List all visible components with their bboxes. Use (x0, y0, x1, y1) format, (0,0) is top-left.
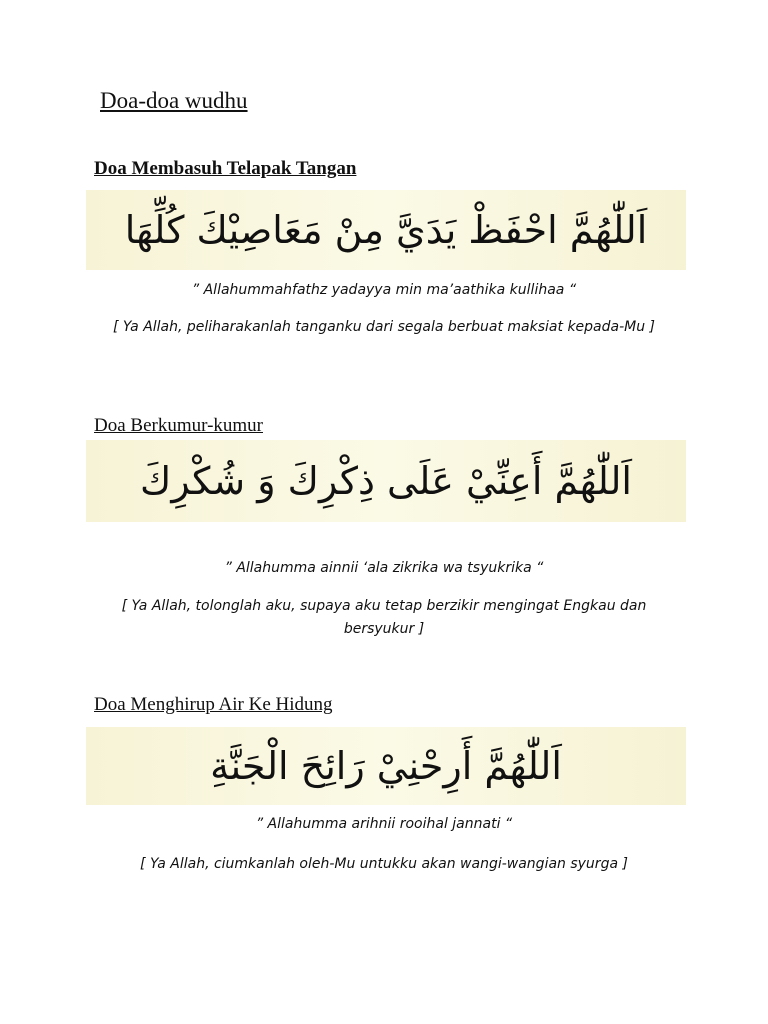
transliteration-2: ” Allahumma ainnii ‘ala zikrika wa tsyukrika “ (224, 560, 544, 576)
arabic-prayer-image-1: اَللّٰهُمَّ احْفَظْ يَدَيَّ مِنْ مَعَاصِيْكَ كُلِّهَا (86, 190, 686, 270)
translation-3: [ Ya Allah, ciumkanlah oleh-Mu untukku akan wangi-wangian syurga ] (140, 856, 628, 872)
translation-1: [ Ya Allah, peliharakanlah tanganku dari segala berbuat maksiat kepada-Mu ] (112, 319, 656, 335)
section-heading-2: Doa Berkumur-kumur (94, 415, 263, 436)
section-heading-3: Doa Menghirup Air Ke Hidung (94, 694, 333, 715)
section-heading-1: Doa Membasuh Telapak Tangan (94, 158, 357, 179)
transliteration-1: ” Allahummahfathz yadayya min ma’aathika kullihaa “ (191, 282, 577, 298)
transliteration-3: ” Allahumma arihnii rooihal jannati “ (255, 816, 513, 832)
arabic-prayer-image-3: اَللّٰهُمَّ أَرِحْنِيْ رَائِحَ الْجَنَّةِ (86, 727, 686, 805)
page-title: Doa-doa wudhu (100, 88, 248, 113)
translation-2: [ Ya Allah, tolonglah aku, supaya aku tetap berzikir mengingat Engkau dan bersyukur ] (121, 598, 647, 637)
arabic-prayer-image-2: اَللّٰهُمَّ أَعِنِّيْ عَلَى ذِكْرِكَ وَ شُكْرِكَ (86, 440, 686, 522)
